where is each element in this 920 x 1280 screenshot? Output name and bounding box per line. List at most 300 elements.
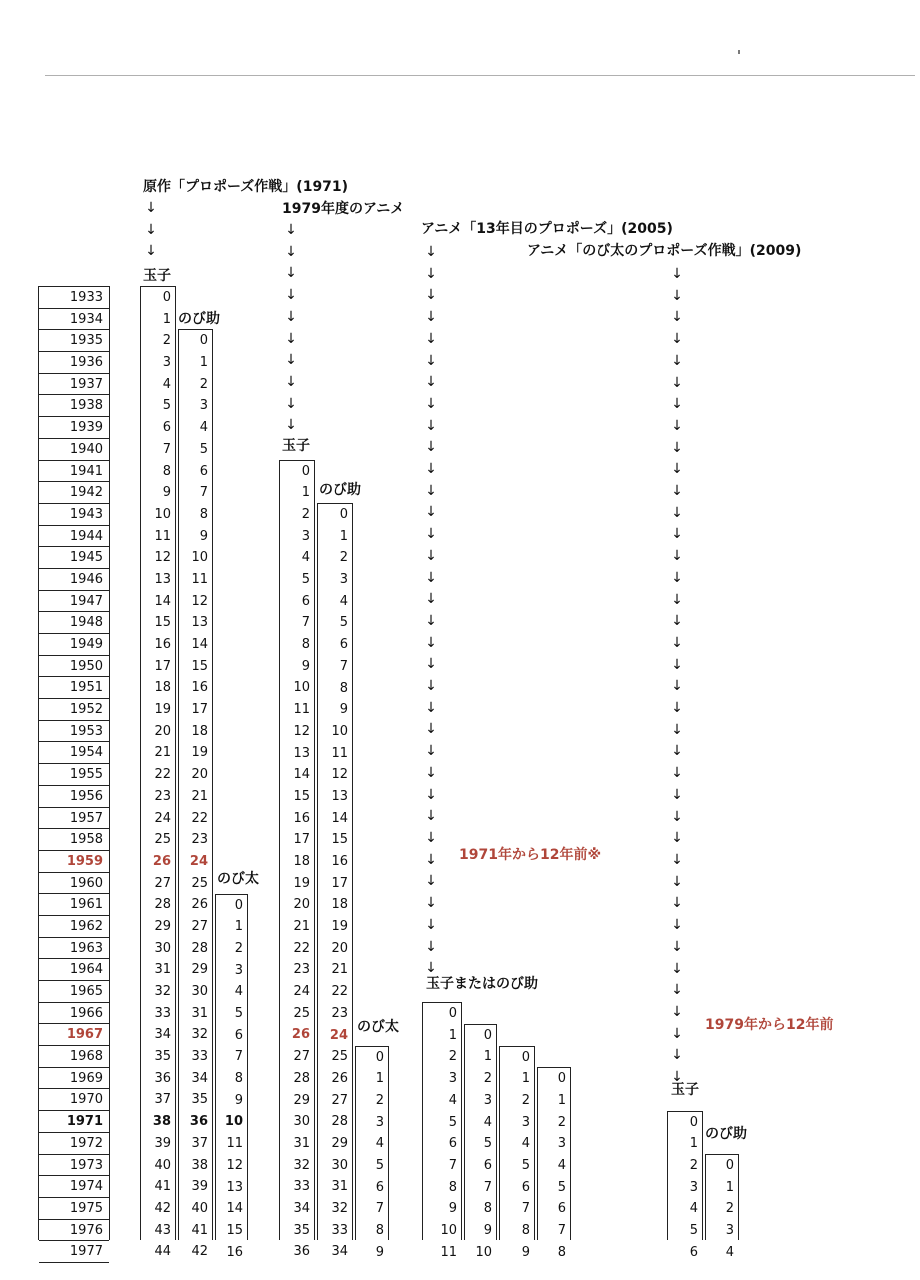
age-cell: 20 xyxy=(191,767,208,783)
down-arrow: ↓ xyxy=(425,547,437,564)
label-nobita-1971: のび太 xyxy=(217,871,259,887)
age-cell: 7 xyxy=(339,658,348,674)
down-arrow: ↓ xyxy=(671,569,683,586)
label-nobisuke-1971: のび助 xyxy=(178,311,220,327)
heading-anime-2005: アニメ「13年目のプロポーズ」(2005) xyxy=(421,221,673,237)
year-cell: 1940 xyxy=(39,439,109,461)
age-column-nobita-1979 xyxy=(355,1046,389,1260)
year-cell: 1936 xyxy=(39,352,109,374)
down-arrow: ↓ xyxy=(145,200,157,216)
age-cell: 13 xyxy=(154,571,171,587)
age-cell: 8 xyxy=(483,1201,492,1217)
age-cell: 23 xyxy=(331,1005,348,1021)
age-cell: 2 xyxy=(301,506,310,522)
down-arrow: ↓ xyxy=(425,916,437,933)
down-arrow: ↓ xyxy=(671,417,683,434)
down-arrow: ↓ xyxy=(425,612,437,629)
down-arrow: ↓ xyxy=(425,417,437,434)
age-cell: 7 xyxy=(301,615,310,631)
age-cell: 24 xyxy=(329,1027,348,1043)
age-cell: 7 xyxy=(162,441,171,457)
age-cell: 18 xyxy=(331,897,348,913)
down-arrow: ↓ xyxy=(671,352,683,369)
age-cell: 15 xyxy=(293,788,310,804)
age-cell: 1 xyxy=(301,485,310,501)
down-arrow: ↓ xyxy=(425,786,437,803)
age-cell: 33 xyxy=(191,1049,208,1065)
age-cell: 39 xyxy=(154,1135,171,1151)
year-cell: 1974 xyxy=(39,1176,109,1198)
age-cell: 5 xyxy=(483,1136,492,1152)
down-arrow: ↓ xyxy=(145,221,157,238)
age-cell: 32 xyxy=(191,1027,208,1043)
age-cell: 1 xyxy=(234,919,243,935)
year-cell: 1968 xyxy=(39,1046,109,1068)
age-cell: 27 xyxy=(154,875,171,891)
down-arrow: ↓ xyxy=(425,938,437,955)
age-cell: 5 xyxy=(448,1114,457,1130)
age-cell: 16 xyxy=(226,1244,243,1260)
age-cell: 4 xyxy=(557,1157,566,1173)
down-arrow: ↓ xyxy=(671,548,683,565)
age-cell: 8 xyxy=(448,1179,457,1195)
down-arrow: ↓ xyxy=(425,439,437,456)
year-cell: 1945 xyxy=(39,547,109,569)
year-cell: 1950 xyxy=(39,656,109,678)
age-cell: 30 xyxy=(331,1157,348,1173)
age-cell: 7 xyxy=(448,1157,457,1173)
year-column xyxy=(38,286,110,1260)
arrow-column-1979 xyxy=(283,220,299,437)
age-column-col-2005-c xyxy=(499,1046,535,1260)
age-cell: 35 xyxy=(293,1222,310,1238)
age-cell: 4 xyxy=(448,1092,457,1108)
age-cell: 6 xyxy=(162,420,171,436)
age-cell: 5 xyxy=(234,1006,243,1022)
down-arrow: ↓ xyxy=(671,287,683,304)
year-cell: 1951 xyxy=(39,677,109,699)
down-arrow: ↓ xyxy=(425,352,437,369)
age-column-col-2005-b xyxy=(464,1024,497,1260)
age-cell: 4 xyxy=(483,1114,492,1130)
age-cell: 8 xyxy=(234,1071,243,1087)
year-cell: 1975 xyxy=(39,1198,109,1220)
age-cell: 5 xyxy=(301,572,310,588)
age-cell: 33 xyxy=(331,1222,348,1238)
age-cell: 30 xyxy=(293,1114,310,1130)
age-cell: 11 xyxy=(293,702,310,718)
age-cell: 8 xyxy=(375,1223,384,1238)
age-cell: 13 xyxy=(331,788,348,804)
age-cell: 28 xyxy=(331,1114,348,1130)
age-cell: 12 xyxy=(331,767,348,783)
age-cell: 22 xyxy=(154,767,171,783)
down-arrow: ↓ xyxy=(671,982,683,999)
age-cell: 3 xyxy=(339,572,348,588)
age-cell: 27 xyxy=(293,1049,310,1065)
age-cell: 4 xyxy=(725,1244,734,1260)
age-cell: 33 xyxy=(154,1005,171,1021)
age-cell: 13 xyxy=(226,1179,243,1195)
age-cell: 9 xyxy=(483,1222,492,1238)
year-cell: 1962 xyxy=(39,916,109,938)
down-arrow: ↓ xyxy=(671,374,683,391)
age-cell: 1 xyxy=(521,1071,530,1087)
age-cell: 32 xyxy=(154,984,171,999)
age-cell: 3 xyxy=(483,1092,492,1108)
age-cell: 2 xyxy=(339,550,348,566)
down-arrow: ↓ xyxy=(671,1025,683,1042)
age-cell: 6 xyxy=(375,1179,384,1195)
age-cell: 34 xyxy=(293,1200,310,1216)
age-cell: 17 xyxy=(293,832,310,848)
age-cell: 0 xyxy=(199,333,208,349)
age-cell: 32 xyxy=(293,1157,310,1173)
year-cell: 1966 xyxy=(39,1003,109,1025)
age-cell: 18 xyxy=(293,853,310,869)
age-cell: 1 xyxy=(375,1071,384,1087)
age-cell: 7 xyxy=(483,1179,492,1195)
age-cell: 14 xyxy=(191,637,208,653)
age-cell: 4 xyxy=(521,1136,530,1152)
down-arrow: ↓ xyxy=(671,721,683,738)
year-cell: 1947 xyxy=(39,591,109,613)
age-cell: 36 xyxy=(154,1070,171,1086)
age-cell: 7 xyxy=(521,1201,530,1217)
down-arrow: ↓ xyxy=(425,482,437,499)
age-cell: 3 xyxy=(521,1114,530,1130)
age-cell: 14 xyxy=(293,767,310,783)
age-cell: 9 xyxy=(339,702,348,718)
age-cell: 35 xyxy=(191,1092,208,1108)
age-cell: 12 xyxy=(293,723,310,739)
age-cell: 29 xyxy=(154,918,171,934)
age-cell: 30 xyxy=(154,940,171,956)
year-cell: 1937 xyxy=(39,374,109,396)
heading-original: 原作「プロポーズ作戦」(1971) xyxy=(143,179,349,195)
down-arrow: ↓ xyxy=(425,656,437,673)
down-arrow: ↓ xyxy=(285,417,297,434)
down-arrow: ↓ xyxy=(285,243,297,260)
age-cell: 12 xyxy=(226,1157,243,1173)
age-cell: 29 xyxy=(331,1135,348,1151)
age-cell: 9 xyxy=(521,1244,530,1260)
age-cell: 5 xyxy=(521,1157,530,1173)
year-cell: 1977 xyxy=(39,1241,109,1263)
age-cell: 14 xyxy=(226,1201,243,1217)
age-cell: 0 xyxy=(448,1006,457,1022)
age-cell: 26 xyxy=(152,853,171,869)
year-cell: 1960 xyxy=(39,873,109,895)
down-arrow: ↓ xyxy=(425,895,437,912)
year-cell: 1971 xyxy=(39,1111,109,1133)
age-cell: 35 xyxy=(154,1049,171,1065)
year-cell: 1944 xyxy=(39,526,109,548)
age-cell: 6 xyxy=(521,1179,530,1195)
down-arrow: ↓ xyxy=(671,808,683,825)
age-cell: 40 xyxy=(191,1200,208,1216)
age-cell: 2 xyxy=(234,940,243,956)
age-cell: 16 xyxy=(293,810,310,826)
age-column-nobisuke-1979 xyxy=(317,503,353,1260)
down-arrow: ↓ xyxy=(671,830,683,847)
age-cell: 4 xyxy=(301,550,310,566)
age-cell: 10 xyxy=(440,1222,457,1238)
down-arrow: ↓ xyxy=(671,700,683,717)
down-arrow: ↓ xyxy=(671,266,683,282)
down-arrow: ↓ xyxy=(671,634,683,651)
age-cell: 38 xyxy=(152,1114,171,1130)
down-arrow: ↓ xyxy=(425,309,437,326)
year-cell: 1935 xyxy=(39,330,109,352)
down-arrow: ↓ xyxy=(671,331,683,348)
age-cell: 1 xyxy=(725,1179,734,1195)
age-cell: 21 xyxy=(154,745,171,761)
age-cell: 5 xyxy=(162,398,171,414)
down-arrow: ↓ xyxy=(425,678,437,695)
age-cell: 9 xyxy=(234,1092,243,1108)
age-cell: 38 xyxy=(191,1157,208,1173)
age-cell: 11 xyxy=(331,745,348,761)
age-cell: 26 xyxy=(191,897,208,913)
age-cell: 10 xyxy=(475,1244,492,1260)
label-nobita-1979: のび太 xyxy=(357,1019,399,1035)
age-cell: 15 xyxy=(226,1222,243,1238)
down-arrow: ↓ xyxy=(285,373,297,390)
age-cell: 19 xyxy=(154,702,171,718)
age-cell: 2 xyxy=(725,1201,734,1217)
age-cell: 41 xyxy=(154,1179,171,1195)
age-cell: 4 xyxy=(162,376,171,392)
age-column-tamako-1971 xyxy=(140,286,176,1260)
age-cell: 2 xyxy=(199,376,208,392)
age-cell: 6 xyxy=(557,1201,566,1217)
age-column-tamako-2009 xyxy=(667,1111,703,1260)
age-cell: 2 xyxy=(448,1049,457,1065)
age-cell: 41 xyxy=(191,1222,208,1238)
label-nobisuke-2009: のび助 xyxy=(705,1126,747,1142)
age-cell: 1 xyxy=(689,1136,698,1152)
age-cell: 28 xyxy=(191,940,208,956)
age-cell: 1 xyxy=(557,1092,566,1108)
down-arrow: ↓ xyxy=(285,308,297,325)
age-cell: 6 xyxy=(234,1027,243,1043)
year-cell: 1943 xyxy=(39,504,109,526)
age-cell: 28 xyxy=(154,897,171,913)
down-arrow: ↓ xyxy=(671,938,683,955)
heading-anime-1979: 1979年度のアニメ xyxy=(282,201,405,217)
age-cell: 33 xyxy=(293,1179,310,1195)
age-cell: 25 xyxy=(191,875,208,891)
arrow-column-original xyxy=(143,198,159,263)
age-cell: 3 xyxy=(689,1179,698,1195)
age-cell: 34 xyxy=(154,1027,171,1043)
age-cell: 42 xyxy=(191,1244,208,1260)
down-arrow: ↓ xyxy=(285,287,297,304)
down-arrow: ↓ xyxy=(671,439,683,456)
age-cell: 9 xyxy=(301,658,310,674)
scan-top-rule xyxy=(45,75,915,76)
age-cell: 10 xyxy=(224,1114,243,1130)
year-cell: 1964 xyxy=(39,959,109,981)
age-cell: 3 xyxy=(234,962,243,978)
age-cell: 4 xyxy=(375,1136,384,1152)
age-cell: 22 xyxy=(293,940,310,956)
age-cell: 20 xyxy=(331,940,348,956)
year-cell: 1948 xyxy=(39,612,109,634)
year-cell: 1958 xyxy=(39,829,109,851)
label-tamako-1979: 玉子 xyxy=(282,438,310,454)
year-cell: 1941 xyxy=(39,461,109,483)
age-cell: 4 xyxy=(339,593,348,609)
down-arrow: ↓ xyxy=(671,873,683,890)
down-arrow: ↓ xyxy=(425,829,437,846)
down-arrow: ↓ xyxy=(425,395,437,412)
age-cell: 12 xyxy=(154,550,171,566)
age-cell: 34 xyxy=(331,1244,348,1260)
age-cell: 0 xyxy=(689,1114,698,1130)
down-arrow: ↓ xyxy=(425,504,437,521)
age-cell: 9 xyxy=(199,528,208,544)
age-cell: 8 xyxy=(199,506,208,522)
age-cell: 24 xyxy=(293,984,310,1000)
age-cell: 10 xyxy=(154,506,171,522)
age-cell: 6 xyxy=(483,1157,492,1173)
down-arrow: ↓ xyxy=(671,613,683,630)
year-cell: 1946 xyxy=(39,569,109,591)
down-arrow: ↓ xyxy=(425,808,437,825)
age-cell: 0 xyxy=(375,1049,384,1065)
age-cell: 32 xyxy=(331,1201,348,1216)
age-cell: 9 xyxy=(162,485,171,501)
age-cell: 24 xyxy=(154,810,171,826)
age-cell: 2 xyxy=(375,1092,384,1108)
age-cell: 17 xyxy=(154,658,171,674)
age-cell: 25 xyxy=(293,1005,310,1021)
age-cell: 43 xyxy=(154,1222,171,1238)
down-arrow: ↓ xyxy=(671,743,683,760)
year-cell: 1938 xyxy=(39,395,109,417)
age-cell: 2 xyxy=(521,1092,530,1108)
down-arrow: ↓ xyxy=(671,591,683,608)
age-cell: 9 xyxy=(375,1244,384,1260)
age-cell: 19 xyxy=(331,919,348,935)
year-cell: 1939 xyxy=(39,417,109,439)
age-cell: 28 xyxy=(293,1070,310,1086)
down-arrow: ↓ xyxy=(425,526,437,543)
arrow-column-2005 xyxy=(423,242,439,980)
age-cell: 15 xyxy=(191,658,208,674)
down-arrow: ↓ xyxy=(425,461,437,478)
age-cell: 20 xyxy=(293,897,310,913)
year-cell: 1957 xyxy=(39,808,109,830)
label-nobisuke-1979: のび助 xyxy=(319,482,361,498)
year-cell: 1969 xyxy=(39,1068,109,1090)
age-cell: 11 xyxy=(191,571,208,587)
age-cell: 13 xyxy=(191,615,208,631)
age-cell: 34 xyxy=(191,1070,208,1086)
year-cell: 1959 xyxy=(39,851,109,873)
age-cell: 8 xyxy=(301,637,310,653)
down-arrow: ↓ xyxy=(671,1069,683,1086)
age-cell: 2 xyxy=(483,1071,492,1087)
age-cell: 12 xyxy=(191,593,208,609)
down-arrow: ↓ xyxy=(425,330,437,347)
age-cell: 10 xyxy=(331,723,348,739)
age-cell: 25 xyxy=(331,1049,348,1065)
label-tamako-1971: 玉子 xyxy=(143,268,171,284)
age-cell: 8 xyxy=(557,1244,566,1260)
down-arrow: ↓ xyxy=(425,764,437,781)
age-cell: 1 xyxy=(339,528,348,544)
year-cell: 1952 xyxy=(39,699,109,721)
age-column-tamako-1979 xyxy=(279,460,315,1260)
age-cell: 5 xyxy=(557,1179,566,1195)
age-cell: 0 xyxy=(162,290,171,305)
age-cell: 19 xyxy=(293,875,310,891)
down-arrow: ↓ xyxy=(425,743,437,760)
label-tamako-or-nobisuke-2005: 玉子またはのび助 xyxy=(426,976,538,992)
age-cell: 0 xyxy=(301,463,310,479)
age-cell: 3 xyxy=(448,1071,457,1087)
down-arrow: ↓ xyxy=(425,244,437,260)
down-arrow: ↓ xyxy=(425,851,437,868)
down-arrow: ↓ xyxy=(671,960,683,977)
age-cell: 23 xyxy=(191,832,208,848)
down-arrow: ↓ xyxy=(145,243,157,260)
age-cell: 6 xyxy=(448,1136,457,1152)
age-cell: 2 xyxy=(557,1114,566,1130)
age-cell: 1 xyxy=(162,311,171,327)
age-cell: 23 xyxy=(154,788,171,804)
age-cell: 6 xyxy=(689,1244,698,1260)
age-cell: 1 xyxy=(199,355,208,371)
year-cell: 1956 xyxy=(39,786,109,808)
age-cell: 21 xyxy=(293,919,310,935)
age-cell: 22 xyxy=(331,984,348,1000)
age-cell: 18 xyxy=(154,680,171,696)
age-cell: 17 xyxy=(331,875,348,891)
age-cell: 3 xyxy=(375,1114,384,1130)
year-cell: 1933 xyxy=(39,287,109,309)
age-cell: 5 xyxy=(375,1157,384,1173)
down-arrow: ↓ xyxy=(671,1003,683,1020)
age-cell: 7 xyxy=(375,1201,384,1217)
age-cell: 9 xyxy=(448,1201,457,1217)
age-cell: 14 xyxy=(154,593,171,609)
down-arrow: ↓ xyxy=(671,504,683,521)
age-cell: 2 xyxy=(689,1157,698,1173)
down-arrow: ↓ xyxy=(671,656,683,673)
year-cell: 1973 xyxy=(39,1155,109,1177)
age-column-col-2005-d xyxy=(537,1067,571,1260)
age-cell: 0 xyxy=(234,897,243,913)
down-arrow: ↓ xyxy=(671,461,683,478)
age-cell: 18 xyxy=(191,723,208,739)
year-cell: 1965 xyxy=(39,981,109,1003)
age-cell: 5 xyxy=(199,441,208,457)
age-cell: 23 xyxy=(293,962,310,978)
age-column-parent-2005 xyxy=(422,1002,462,1260)
down-arrow: ↓ xyxy=(671,526,683,543)
age-cell: 39 xyxy=(191,1179,208,1195)
age-cell: 3 xyxy=(162,355,171,371)
age-cell: 0 xyxy=(521,1049,530,1065)
age-cell: 6 xyxy=(199,463,208,479)
year-cell: 1970 xyxy=(39,1089,109,1111)
age-cell: 11 xyxy=(154,528,171,544)
note-12-years-before-1971: 1971年から12年前※ xyxy=(459,847,602,863)
